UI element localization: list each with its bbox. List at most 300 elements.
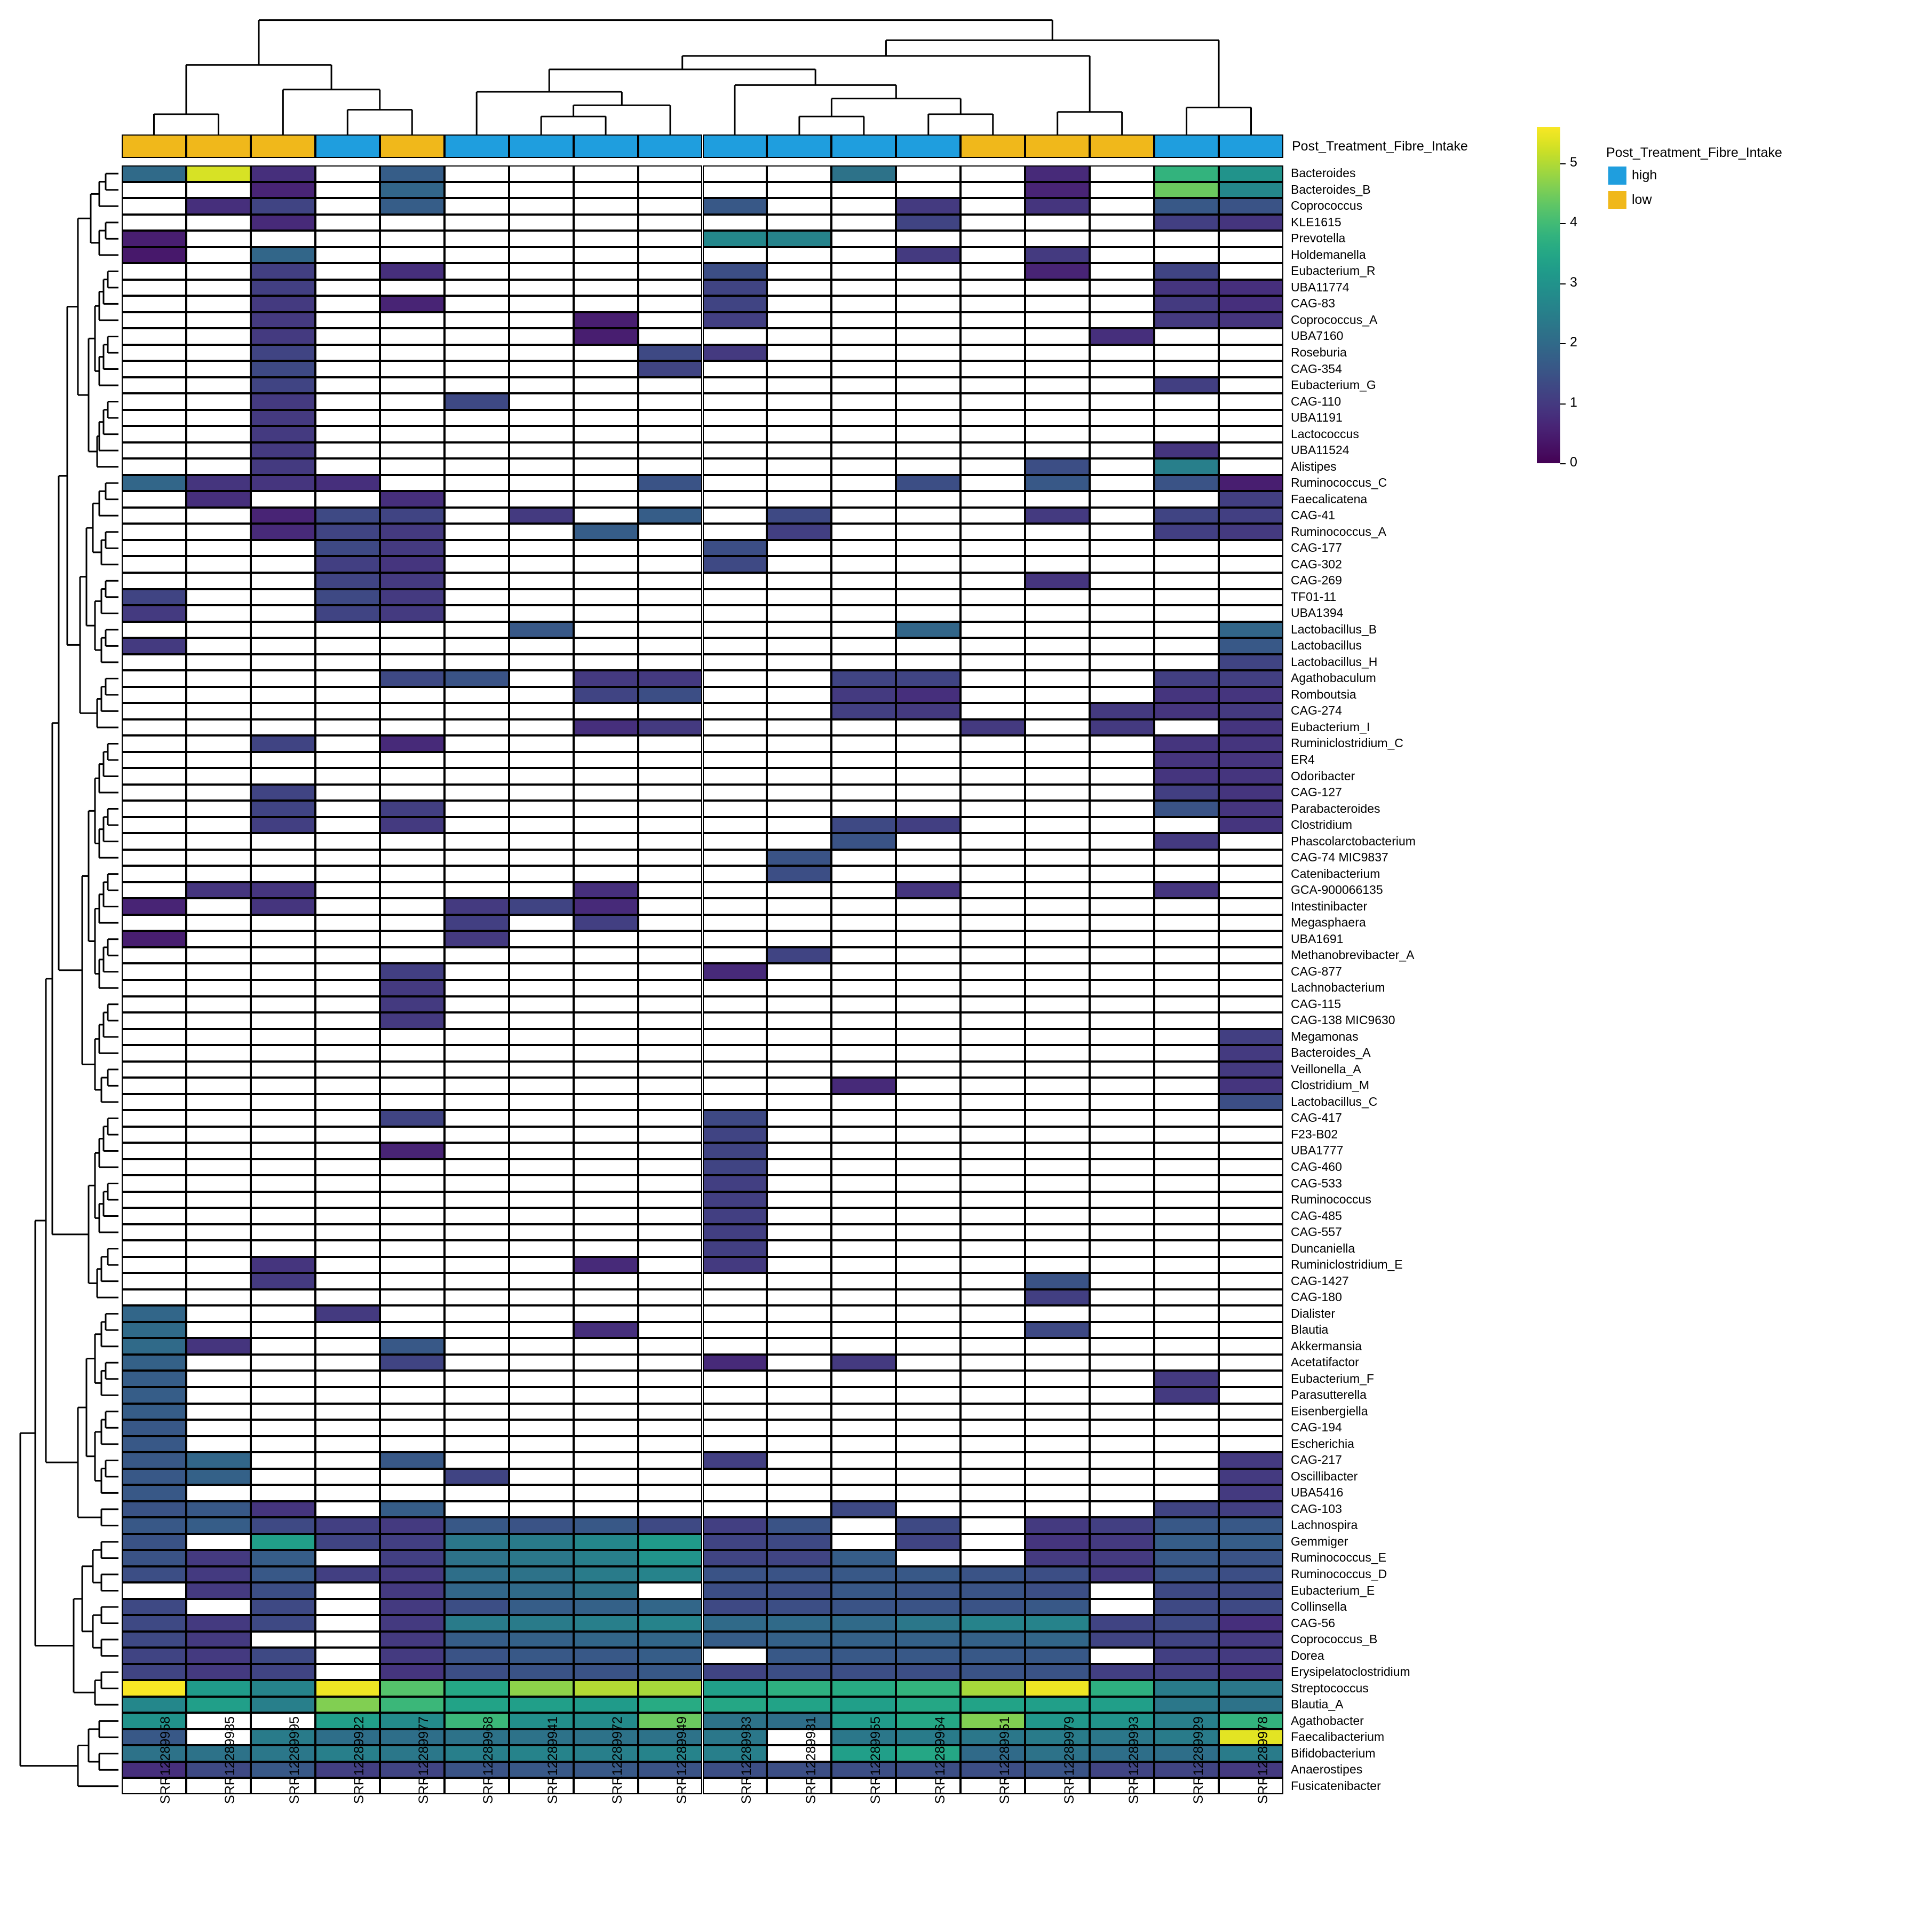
- heatmap-cell: [186, 703, 251, 719]
- heatmap-cell: [380, 947, 444, 964]
- heatmap-cell: [251, 312, 315, 329]
- legend-label: high: [1632, 168, 1657, 183]
- heatmap-cell: [703, 426, 767, 442]
- heatmap-cell: [1025, 1305, 1090, 1322]
- heatmap-cell: [315, 1632, 380, 1648]
- heatmap-cell: [315, 752, 380, 769]
- heatmap-cell: [638, 1224, 703, 1241]
- heatmap-cell: [961, 377, 1025, 394]
- heatmap-cell: [831, 719, 896, 736]
- heatmap-row: [122, 866, 1283, 882]
- heatmap-cell: [315, 1208, 380, 1224]
- heatmap-cell: [1219, 1355, 1283, 1371]
- heatmap-cell: [831, 817, 896, 834]
- heatmap-cell: [1090, 540, 1154, 557]
- heatmap-cell: [767, 605, 831, 622]
- heatmap-cell: [315, 622, 380, 638]
- heatmap-cell: [1090, 833, 1154, 850]
- heatmap-cell: [186, 605, 251, 622]
- heatmap-cell: [1025, 1273, 1090, 1289]
- heatmap-cell: [1154, 328, 1219, 345]
- heatmap-cell: [961, 1273, 1025, 1289]
- heatmap-cell: [315, 1762, 380, 1778]
- heatmap-cell: [1219, 1110, 1283, 1127]
- heatmap-cell: [703, 328, 767, 345]
- column-label: SRR12289968: [481, 1716, 496, 1804]
- heatmap-cell: [380, 377, 444, 394]
- heatmap-cell: [1219, 263, 1283, 280]
- heatmap-cell: [1219, 947, 1283, 964]
- heatmap-cell: [1090, 215, 1154, 231]
- heatmap-cell: [380, 442, 444, 459]
- heatmap-cell: [961, 1534, 1025, 1550]
- heatmap-cell: [251, 1371, 315, 1387]
- heatmap-cell: [509, 1371, 574, 1387]
- heatmap-cell: [831, 296, 896, 312]
- heatmap-cell: [638, 165, 703, 182]
- heatmap-cell: [380, 1582, 444, 1599]
- heatmap-cell: [1219, 393, 1283, 410]
- heatmap-cell: [122, 1029, 186, 1046]
- heatmap-cell: [509, 1338, 574, 1355]
- heatmap-cell: [251, 752, 315, 769]
- heatmap-cell: [1090, 361, 1154, 377]
- column-label: SRR12289981: [803, 1716, 819, 1804]
- heatmap-cell: [638, 1355, 703, 1371]
- heatmap-cell: [831, 1305, 896, 1322]
- column-annotation-cell: [444, 134, 509, 158]
- heatmap-cell: [1025, 458, 1090, 475]
- heatmap-cell: [703, 1192, 767, 1208]
- heatmap-cell: [703, 1338, 767, 1355]
- heatmap-cell: [380, 1517, 444, 1534]
- heatmap-cell: [831, 1599, 896, 1616]
- heatmap-cell: [831, 165, 896, 182]
- heatmap-cell: [380, 1012, 444, 1029]
- heatmap-cell: [1025, 1062, 1090, 1078]
- column-label: SRR12289993: [1126, 1716, 1141, 1804]
- heatmap-cell: [315, 1338, 380, 1355]
- heatmap-cell: [1154, 1582, 1219, 1599]
- heatmap-cell: [444, 1566, 509, 1583]
- heatmap-cell: [767, 752, 831, 769]
- heatmap-cell: [767, 1680, 831, 1697]
- heatmap-cell: [1090, 182, 1154, 199]
- heatmap-cell: [1025, 1550, 1090, 1566]
- heatmap-cell: [1219, 215, 1283, 231]
- heatmap-cell: [122, 1208, 186, 1224]
- heatmap-cell: [186, 1680, 251, 1697]
- heatmap-cell: [1219, 1387, 1283, 1404]
- heatmap-cell: [638, 508, 703, 524]
- heatmap-cell: [574, 1436, 638, 1453]
- heatmap-cell: [1090, 524, 1154, 540]
- heatmap-cell: [896, 1615, 961, 1632]
- heatmap-cell: [1154, 263, 1219, 280]
- heatmap-cell: [509, 1664, 574, 1681]
- heatmap-cell: [638, 1208, 703, 1224]
- heatmap-cell: [509, 1615, 574, 1632]
- heatmap-cell: [186, 1192, 251, 1208]
- heatmap-cell: [380, 1045, 444, 1062]
- heatmap-cell: [961, 1127, 1025, 1143]
- heatmap-cell: [380, 1143, 444, 1159]
- heatmap-cell: [1090, 1240, 1154, 1257]
- heatmap-cell: [1219, 1305, 1283, 1322]
- heatmap-cell: [509, 377, 574, 394]
- heatmap-cell: [186, 345, 251, 361]
- heatmap-cell: [315, 263, 380, 280]
- heatmap-cell: [315, 1322, 380, 1339]
- heatmap-cell: [1090, 1420, 1154, 1436]
- heatmap-cell: [122, 817, 186, 834]
- heatmap-cell: [251, 1680, 315, 1697]
- heatmap-cell: [831, 931, 896, 947]
- heatmap-cell: [638, 719, 703, 736]
- heatmap-cell: [1154, 1078, 1219, 1094]
- heatmap-cell: [896, 1664, 961, 1681]
- heatmap-cell: [831, 866, 896, 882]
- heatmap-cell: [961, 1143, 1025, 1159]
- heatmap-cell: [767, 280, 831, 296]
- heatmap-cell: [896, 215, 961, 231]
- heatmap-cell: [1219, 703, 1283, 719]
- heatmap-cell: [1219, 1322, 1283, 1339]
- heatmap-cell: [896, 1208, 961, 1224]
- heatmap-cell: [1090, 1224, 1154, 1241]
- heatmap-cell: [574, 898, 638, 915]
- heatmap-cell: [638, 1110, 703, 1127]
- heatmap-cell: [638, 1404, 703, 1420]
- heatmap-cell: [122, 1305, 186, 1322]
- heatmap-cell: [1219, 426, 1283, 442]
- heatmap-cell: [1025, 165, 1090, 182]
- heatmap-cell: [767, 622, 831, 638]
- heatmap-cell: [1154, 182, 1219, 199]
- heatmap-cell: [315, 963, 380, 980]
- heatmap-cell: [1219, 1713, 1283, 1729]
- heatmap-cell: [574, 1420, 638, 1436]
- heatmap-cell: [1025, 1762, 1090, 1778]
- heatmap-cell: [1219, 1078, 1283, 1094]
- heatmap-row: [122, 1501, 1283, 1518]
- heatmap-cell: [315, 393, 380, 410]
- heatmap-row: [122, 735, 1283, 752]
- heatmap-cell: [509, 1240, 574, 1257]
- heatmap-cell: [896, 1273, 961, 1289]
- heatmap-cell: [574, 410, 638, 426]
- heatmap-row: [122, 1127, 1283, 1143]
- heatmap-cell: [315, 1224, 380, 1241]
- heatmap-cell: [444, 328, 509, 345]
- heatmap-row: [122, 1436, 1283, 1453]
- heatmap-cell: [896, 996, 961, 1013]
- heatmap-cell: [122, 980, 186, 996]
- heatmap-cell: [831, 458, 896, 475]
- heatmap-cell: [638, 458, 703, 475]
- heatmap-cell: [186, 198, 251, 215]
- heatmap-cell: [831, 898, 896, 915]
- heatmap-cell: [638, 1094, 703, 1111]
- row-label: Blautia: [1291, 1323, 1329, 1337]
- heatmap-cell: [574, 1517, 638, 1534]
- heatmap-cell: [380, 1159, 444, 1176]
- heatmap-cell: [638, 817, 703, 834]
- heatmap-cell: [1219, 915, 1283, 931]
- heatmap-cell: [831, 491, 896, 508]
- heatmap-cell: [122, 1729, 186, 1746]
- heatmap-row: [122, 1175, 1283, 1192]
- heatmap-cell: [638, 1159, 703, 1176]
- heatmap-cell: [251, 410, 315, 426]
- heatmap-cell: [186, 817, 251, 834]
- heatmap-cell: [896, 1371, 961, 1387]
- row-label: CAG-194: [1291, 1420, 1342, 1435]
- heatmap-cell: [1154, 1305, 1219, 1322]
- heatmap-cell: [251, 1729, 315, 1746]
- heatmap-cell: [767, 1469, 831, 1485]
- heatmap-cell: [961, 622, 1025, 638]
- heatmap-cell: [186, 1729, 251, 1746]
- heatmap-row: [122, 1273, 1283, 1289]
- heatmap-cell: [896, 508, 961, 524]
- heatmap-cell: [1025, 296, 1090, 312]
- heatmap-cell: [251, 1534, 315, 1550]
- heatmap-cell: [896, 280, 961, 296]
- heatmap-cell: [831, 1550, 896, 1566]
- heatmap-cell: [896, 312, 961, 329]
- heatmap-cell: [251, 1566, 315, 1583]
- heatmap-cell: [638, 1322, 703, 1339]
- heatmap-cell: [961, 328, 1025, 345]
- heatmap-cell: [509, 980, 574, 996]
- heatmap-cell: [1219, 182, 1283, 199]
- heatmap-row: [122, 1305, 1283, 1322]
- heatmap-cell: [961, 866, 1025, 882]
- row-label: CAG-274: [1291, 703, 1342, 718]
- heatmap-cell: [1154, 1257, 1219, 1273]
- heatmap-cell: [574, 1599, 638, 1616]
- heatmap-cell: [1154, 1208, 1219, 1224]
- heatmap-row: [122, 1648, 1283, 1664]
- heatmap-cell: [122, 1404, 186, 1420]
- heatmap-cell: [444, 280, 509, 296]
- heatmap-cell: [315, 1159, 380, 1176]
- heatmap-cell: [380, 703, 444, 719]
- heatmap-cell: [896, 768, 961, 785]
- row-label: Clostridium_M: [1291, 1078, 1369, 1092]
- heatmap-cell: [1219, 312, 1283, 329]
- heatmap-cell: [315, 687, 380, 703]
- heatmap-cell: [509, 1566, 574, 1583]
- heatmap-cell: [315, 247, 380, 264]
- heatmap-cell: [1154, 622, 1219, 638]
- heatmap-cell: [767, 589, 831, 606]
- heatmap-cell: [315, 801, 380, 817]
- heatmap-cell: [703, 296, 767, 312]
- row-label: Dorea: [1291, 1648, 1324, 1662]
- heatmap-cell: [767, 1485, 831, 1501]
- heatmap-cell: [444, 1273, 509, 1289]
- heatmap-cell: [703, 1566, 767, 1583]
- heatmap-cell: [767, 1436, 831, 1453]
- heatmap-cell: [380, 263, 444, 280]
- heatmap-cell: [1154, 361, 1219, 377]
- heatmap-cell: [122, 605, 186, 622]
- heatmap-cell: [122, 1599, 186, 1616]
- heatmap-cell: [1154, 947, 1219, 964]
- heatmap-cell: [315, 785, 380, 801]
- heatmap-cell: [638, 1648, 703, 1664]
- heatmap-cell: [961, 458, 1025, 475]
- heatmap-cell: [961, 850, 1025, 866]
- heatmap-cell: [1090, 165, 1154, 182]
- heatmap-cell: [703, 410, 767, 426]
- heatmap-cell: [251, 426, 315, 442]
- heatmap-cell: [896, 1289, 961, 1306]
- heatmap-cell: [315, 980, 380, 996]
- heatmap-cell: [315, 475, 380, 492]
- heatmap-cell: [638, 247, 703, 264]
- heatmap-row: [122, 508, 1283, 524]
- heatmap-cell: [1154, 1615, 1219, 1632]
- heatmap-row: [122, 1208, 1283, 1224]
- heatmap-cell: [896, 980, 961, 996]
- heatmap-cell: [251, 1143, 315, 1159]
- heatmap-cell: [380, 1452, 444, 1469]
- heatmap-cell: [122, 377, 186, 394]
- heatmap-cell: [574, 1289, 638, 1306]
- heatmap-cell: [186, 361, 251, 377]
- heatmap-cell: [1090, 1012, 1154, 1029]
- heatmap-row: [122, 1224, 1283, 1241]
- heatmap-cell: [1219, 654, 1283, 671]
- heatmap-cell: [574, 1485, 638, 1501]
- heatmap-cell: [444, 1240, 509, 1257]
- heatmap-row: [122, 573, 1283, 589]
- heatmap-cell: [1090, 1697, 1154, 1713]
- row-label: Odoribacter: [1291, 769, 1355, 783]
- heatmap-cell: [1090, 670, 1154, 687]
- heatmap-cell: [961, 1404, 1025, 1420]
- heatmap-cell: [574, 768, 638, 785]
- heatmap-cell: [961, 1208, 1025, 1224]
- heatmap-cell: [1025, 1615, 1090, 1632]
- heatmap-cell: [122, 231, 186, 247]
- colorbar-tick-label: 2: [1570, 335, 1577, 350]
- colorbar-tick-label: 1: [1570, 394, 1577, 410]
- heatmap-cell: [961, 231, 1025, 247]
- heatmap-cell: [831, 410, 896, 426]
- heatmap-cell: [638, 1436, 703, 1453]
- heatmap-cell: [767, 247, 831, 264]
- heatmap-cell: [961, 1452, 1025, 1469]
- heatmap-cell: [315, 312, 380, 329]
- row-dendrogram: [0, 0, 128, 1921]
- heatmap-cell: [444, 1599, 509, 1616]
- heatmap-cell: [767, 1355, 831, 1371]
- heatmap-cell: [961, 165, 1025, 182]
- heatmap-cell: [638, 1566, 703, 1583]
- heatmap-cell: [703, 996, 767, 1013]
- heatmap-cell: [509, 801, 574, 817]
- heatmap-cell: [896, 1501, 961, 1518]
- heatmap-row: [122, 703, 1283, 719]
- heatmap-cell: [767, 573, 831, 589]
- heatmap-cell: [1154, 1713, 1219, 1729]
- heatmap-cell: [251, 524, 315, 540]
- heatmap-cell: [1154, 1469, 1219, 1485]
- heatmap-cell: [315, 768, 380, 785]
- heatmap-cell: [703, 801, 767, 817]
- heatmap-cell: [1090, 280, 1154, 296]
- heatmap-cell: [574, 1582, 638, 1599]
- heatmap-cell: [122, 1778, 186, 1794]
- heatmap-cell: [767, 1094, 831, 1111]
- heatmap-cell: [186, 947, 251, 964]
- heatmap-cell: [509, 1322, 574, 1339]
- heatmap-row: [122, 670, 1283, 687]
- heatmap-cell: [380, 735, 444, 752]
- heatmap-cell: [831, 215, 896, 231]
- heatmap-cell: [444, 1452, 509, 1469]
- heatmap-cell: [831, 1436, 896, 1453]
- heatmap-cell: [831, 426, 896, 442]
- heatmap-cell: [831, 1355, 896, 1371]
- heatmap-cell: [1090, 768, 1154, 785]
- heatmap-cell: [638, 426, 703, 442]
- heatmap-cell: [186, 231, 251, 247]
- heatmap-cell: [1219, 1452, 1283, 1469]
- heatmap-cell: [251, 817, 315, 834]
- heatmap-cell: [1025, 345, 1090, 361]
- heatmap-cell: [896, 458, 961, 475]
- heatmap-cell: [186, 1485, 251, 1501]
- heatmap-cell: [896, 393, 961, 410]
- heatmap-cell: [896, 605, 961, 622]
- heatmap-cell: [380, 475, 444, 492]
- column-annotation-cell: [961, 134, 1025, 158]
- heatmap-cell: [1154, 768, 1219, 785]
- heatmap-cell: [1154, 1420, 1219, 1436]
- heatmap-cell: [186, 866, 251, 882]
- heatmap-cell: [767, 735, 831, 752]
- heatmap-cell: [896, 817, 961, 834]
- heatmap-row: [122, 1469, 1283, 1485]
- heatmap-cell: [961, 1322, 1025, 1339]
- row-label: CAG-103: [1291, 1501, 1342, 1516]
- heatmap-cell: [122, 882, 186, 899]
- heatmap-row: [122, 785, 1283, 801]
- heatmap-cell: [961, 1338, 1025, 1355]
- heatmap-cell: [122, 1436, 186, 1453]
- heatmap-cell: [574, 165, 638, 182]
- heatmap-cell: [574, 1322, 638, 1339]
- heatmap-cell: [1219, 410, 1283, 426]
- heatmap-cell: [186, 491, 251, 508]
- row-label: Streptococcus: [1291, 1681, 1369, 1695]
- heatmap-cell: [1219, 1599, 1283, 1616]
- heatmap-cell: [509, 280, 574, 296]
- row-label: CAG-217: [1291, 1453, 1342, 1467]
- heatmap-cell: [444, 980, 509, 996]
- heatmap-cell: [1154, 1485, 1219, 1501]
- heatmap-cell: [896, 1713, 961, 1729]
- heatmap-cell: [1025, 1713, 1090, 1729]
- heatmap-cell: [703, 475, 767, 492]
- heatmap-cell: [444, 1143, 509, 1159]
- heatmap-cell: [703, 458, 767, 475]
